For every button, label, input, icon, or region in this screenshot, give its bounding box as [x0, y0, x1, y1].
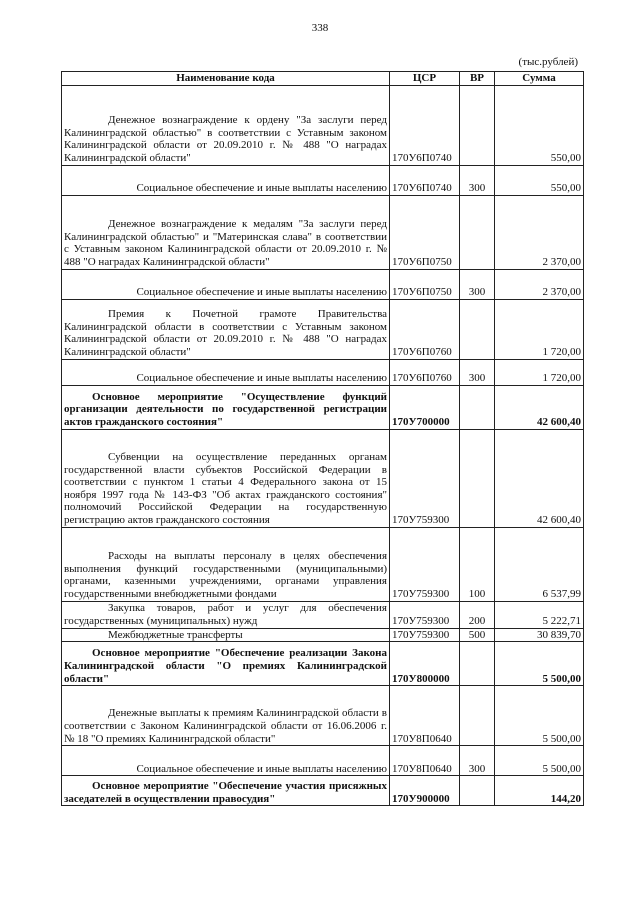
row-sum: 6 537,99 — [495, 527, 584, 601]
row-name: Субвенции на осуществление переданных органам государственной власти субъектов Российской Федерации в соответствии с пунктом 1 статьи 4 Федерального закона от 15 ноября 1997 года № 143-ФЗ "Об актах гражданского состояния" полномочий Российской Федерации на государственную регистрацию актов гражданского состояния — [62, 429, 390, 527]
row-csr: 170У759300 — [390, 628, 460, 642]
row-sum: 5 500,00 — [495, 642, 584, 686]
row-name: Социальное обеспечение и иные выплаты населению — [62, 746, 390, 776]
row-sum: 550,00 — [495, 85, 584, 165]
page-number: 338 — [311, 22, 329, 34]
row-name: Премия к Почетной грамоте Правительства Калининградской области в соответствии с Уставным законом Калининградской области от 20.09.2010 г. № 488 "О наградах Калининградской области" — [62, 299, 390, 359]
header-sum: Сумма — [495, 72, 584, 86]
row-vr — [460, 429, 495, 527]
table-row — [62, 195, 584, 269]
row-vr: 100 — [460, 527, 495, 601]
header-vr: ВР — [460, 72, 495, 86]
row-sum: 2 370,00 — [495, 269, 584, 299]
row-vr — [460, 642, 495, 686]
row-sum: 30 839,70 — [495, 628, 584, 642]
row-csr: 170У759300 — [390, 527, 460, 601]
table-header-row — [62, 72, 584, 86]
row-vr: 300 — [460, 746, 495, 776]
table-row — [62, 642, 584, 686]
row-vr — [460, 686, 495, 746]
row-name: Межбюджетные трансферты — [62, 628, 390, 642]
row-vr — [460, 776, 495, 806]
row-sum: 1 720,00 — [495, 299, 584, 359]
table-row — [62, 601, 584, 628]
row-sum: 5 222,71 — [495, 601, 584, 628]
table-row — [62, 385, 584, 429]
row-csr: 170У6П0740 — [390, 85, 460, 165]
row-csr: 170У759300 — [390, 429, 460, 527]
row-vr: 300 — [460, 165, 495, 195]
row-name: Социальное обеспечение и иные выплаты населению — [62, 269, 390, 299]
table-row — [62, 359, 584, 385]
row-name: Закупка товаров, работ и услуг для обеспечения государственных (муниципальных) нужд — [62, 601, 390, 628]
row-name: Денежное вознаграждение к медалям "За заслуги перед Калининградской областью" и "Материнская слава" в соответствии с Уставным законом Калининградской области от 20.09.2010 г. № 488 "О наградах Калининградской области" — [62, 195, 390, 269]
row-sum: 550,00 — [495, 165, 584, 195]
row-vr — [460, 299, 495, 359]
table-row — [62, 429, 584, 527]
row-vr: 200 — [460, 601, 495, 628]
table-row — [62, 85, 584, 165]
row-csr: 170У8П0640 — [390, 746, 460, 776]
table-row — [62, 776, 584, 806]
row-name: Социальное обеспечение и иные выплаты населению — [62, 165, 390, 195]
row-csr: 170У8П0640 — [390, 686, 460, 746]
budget-table — [61, 71, 584, 806]
row-csr: 170У800000 — [390, 642, 460, 686]
row-csr: 170У6П0740 — [390, 165, 460, 195]
row-vr: 500 — [460, 628, 495, 642]
table-row — [62, 686, 584, 746]
row-csr: 170У700000 — [390, 385, 460, 429]
row-csr: 170У6П0750 — [390, 269, 460, 299]
table-row — [62, 746, 584, 776]
row-name: Основное мероприятие "Обеспечение участия присяжных заседателей в осуществлении правосудия" — [62, 776, 390, 806]
row-csr: 170У6П0760 — [390, 299, 460, 359]
row-sum: 42 600,40 — [495, 385, 584, 429]
row-name: Денежные выплаты к премиям Калининградской области в соответствии с Законом Калининградской области от 16.06.2006 г. № 18 "О премиях Калининградской области" — [62, 686, 390, 746]
row-vr — [460, 385, 495, 429]
row-vr: 300 — [460, 269, 495, 299]
row-sum: 42 600,40 — [495, 429, 584, 527]
row-name: Социальное обеспечение и иные выплаты населению — [62, 359, 390, 385]
row-sum: 144,20 — [495, 776, 584, 806]
row-vr — [460, 85, 495, 165]
table-row — [62, 165, 584, 195]
header-csr: ЦСР — [390, 72, 460, 86]
table-row — [62, 269, 584, 299]
header-name: Наименование кода — [62, 72, 390, 86]
row-name: Денежное вознаграждение к ордену "За заслуги перед Калининградской областью" в соответствии с Уставным законом Калининградской области от 20.09.2010 г. № 488 "О наградах Калининградской области" — [62, 85, 390, 165]
row-vr: 300 — [460, 359, 495, 385]
row-sum: 2 370,00 — [495, 195, 584, 269]
row-sum: 1 720,00 — [495, 359, 584, 385]
table-row — [62, 527, 584, 601]
row-vr — [460, 195, 495, 269]
row-sum: 5 500,00 — [495, 746, 584, 776]
table-row — [62, 299, 584, 359]
row-csr: 170У6П0760 — [390, 359, 460, 385]
row-csr: 170У6П0750 — [390, 195, 460, 269]
row-sum: 5 500,00 — [495, 686, 584, 746]
table-row — [62, 628, 584, 642]
row-csr: 170У900000 — [390, 776, 460, 806]
row-name: Основное мероприятие "Осуществление функций организации деятельности по государственной регистрации актов гражданского состояния" — [62, 385, 390, 429]
row-csr: 170У759300 — [390, 601, 460, 628]
units-label: (тыс.рублей) — [518, 56, 578, 68]
row-name: Основное мероприятие "Обеспечение реализации Закона Калининградской области "О премиях Калининградской области" — [62, 642, 390, 686]
row-name: Расходы на выплаты персоналу в целях обеспечения выполнения функций государственными (муниципальными) органами, казенными учреждениями, органами управления государственными внебюджетными фондами — [62, 527, 390, 601]
